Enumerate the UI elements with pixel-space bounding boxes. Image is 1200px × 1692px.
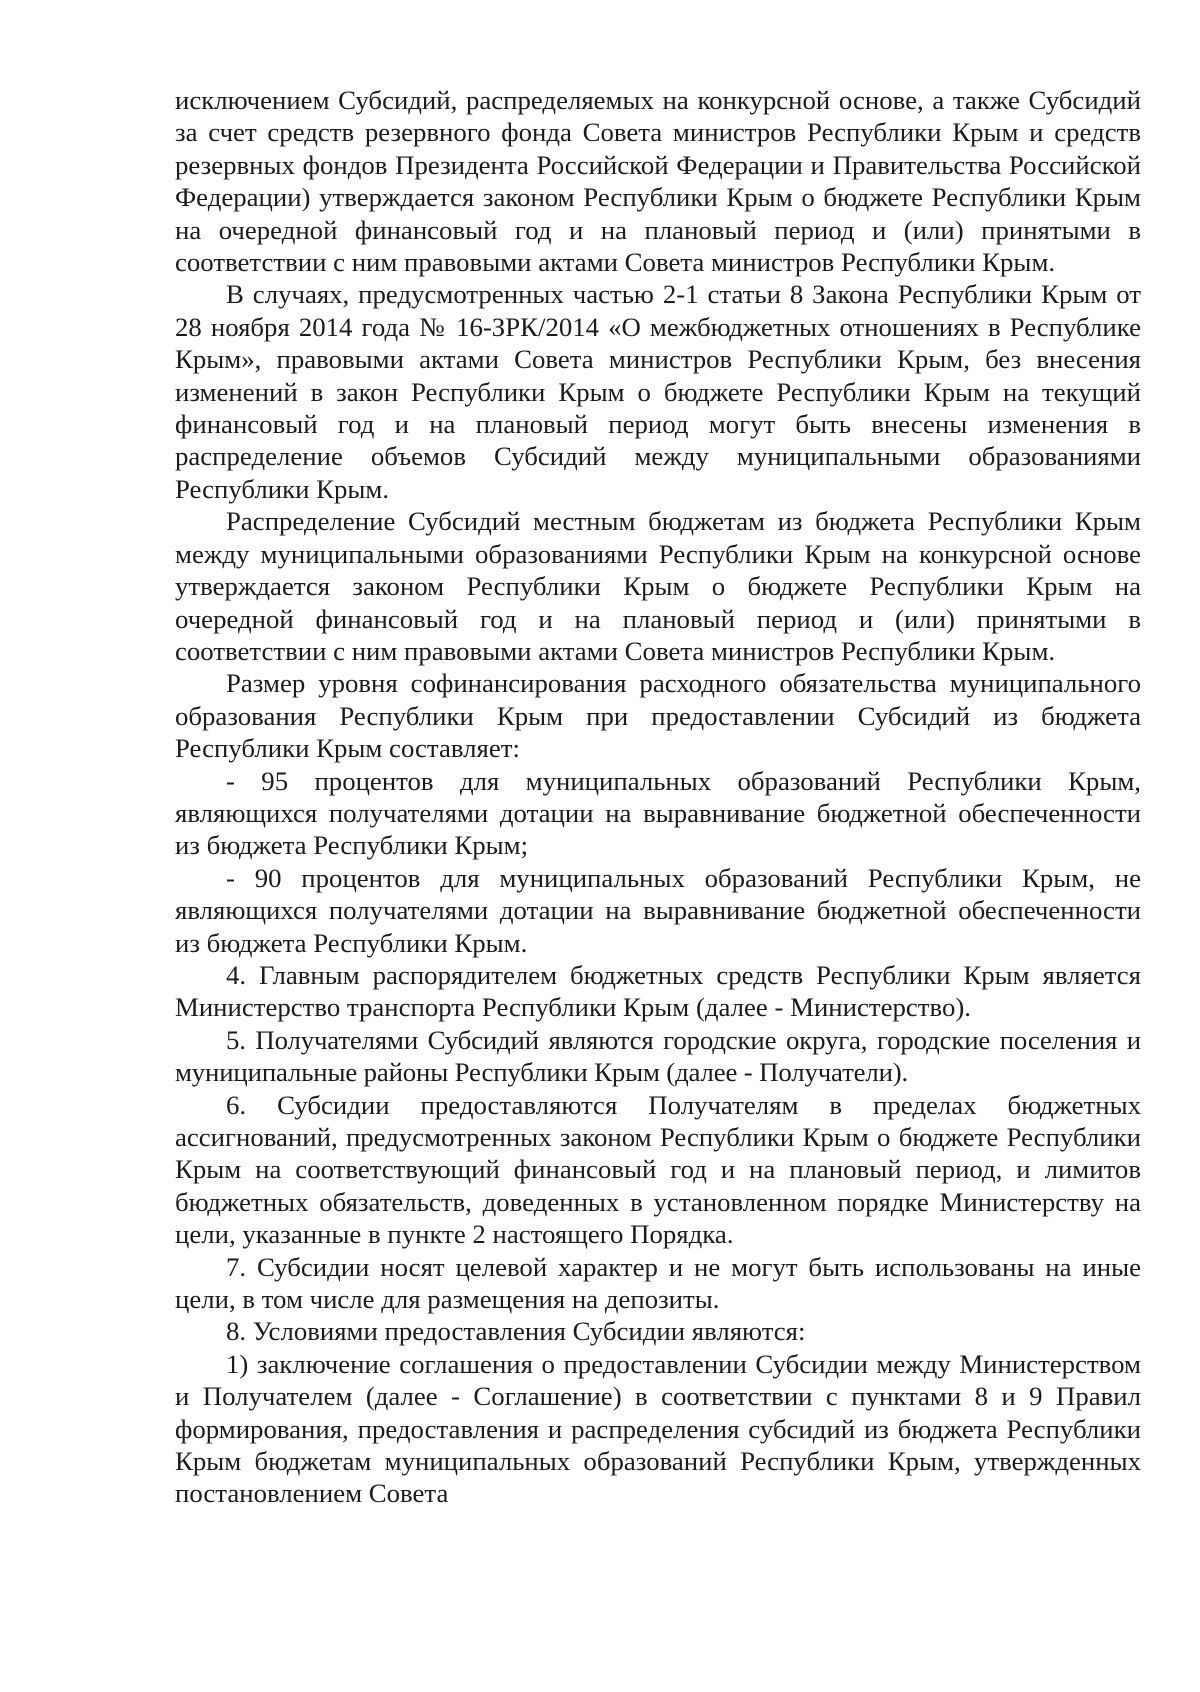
paragraph-competitive-distribution: Распределение Субсидий местным бюджетам из бюджета Республики Крым между муниципальными образованиями Республики Крым на конкурсной основе утверждается законом Республики Крым о бюджете Республики Крым на очередной финансовый год и на плановый период и (или) принятыми в соответствии с ним правовыми актами Совета министров Республики Крым. xyxy=(175,506,1141,666)
clause-8: 8. Условиями предоставления Субсидии являются: xyxy=(226,1316,806,1347)
clause-4: 4. Главным распорядителем бюджетных средств Республики Крым является Министерство транспорта Республики Крым (далее - Министерство). xyxy=(175,959,1141,1023)
paragraph-continuation: исключением Субсидий, распределяемых на конкурсной основе, а также Субсидий за счет средств резервного фонда Совета министров Республики Крым и средств резервных фондов Президента Российской Федерации и Правительства Российской Федерации) утверждается законом Республики Крым о бюджете Республики Крым на очередной финансовый год и на плановый период и (или) принятыми в соответствии с ним правовыми актами Совета министров Республики Крым. xyxy=(175,85,1141,278)
list-item-90-percent: - 90 процентов для муниципальных образований Республики Крым, не являющихся получателями дотации на выравнивание бюджетной обеспеченности из бюджета Республики Крым. xyxy=(175,862,1141,958)
clause-6: 6. Субсидии предоставляются Получателям в пределах бюджетных ассигнований, предусмотренных законом Республики Крым о бюджете Республики Крым на соответствующий финансовый год и на плановый период, и лимитов бюджетных обязательств, доведенных в установленном порядке Министерству на цели, указанные в пункте 2 настоящего Порядка. xyxy=(175,1089,1141,1250)
clause-8-item-1: 1) заключение соглашения о предоставлении Субсидии между Министерством и Получателем (далее - Соглашение) в соответствии с пунктами 8 и 9 Правил формирования, предоставления и распределения субсидий из бюджета Республики Крым бюджетам муниципальных образований Республики Крым, утвержденных постановлением Совета xyxy=(175,1348,1141,1509)
document-page xyxy=(175,84,1141,1510)
list-item-95-percent: - 95 процентов для муниципальных образований Республики Крым, являющихся получателями дотации на выравнивание бюджетной обеспеченности из бюджета Республики Крым; xyxy=(175,765,1141,861)
clause-7: 7. Субсидии носят целевой характер и не могут быть использованы на иные цели, в том числе для размещения на депозиты. xyxy=(175,1251,1141,1315)
clause-5: 5. Получателями Субсидий являются городские округа, городские поселения и муниципальные районы Республики Крым (далее - Получатели). xyxy=(175,1024,1141,1088)
paragraph-cofinancing-level: Размер уровня софинансирования расходного обязательства муниципального образования Республики Крым при предоставлении Субсидий из бюджета Республики Крым составляет: xyxy=(175,668,1141,764)
paragraph-subsidy-changes: В случаях, предусмотренных частью 2-1 статьи 8 Закона Республики Крым от 28 ноября 2014 года № 16-ЗРК/2014 «О межбюджетных отношениях в Республике Крым», правовыми актами Совета министров Республики Крым, без внесения изменений в закон Республики Крым о бюджете Республики Крым на текущий финансовый год и на плановый период могут быть внесены изменения в распределение объемов Субсидий между муниципальными образованиями Республики Крым. xyxy=(175,279,1141,504)
